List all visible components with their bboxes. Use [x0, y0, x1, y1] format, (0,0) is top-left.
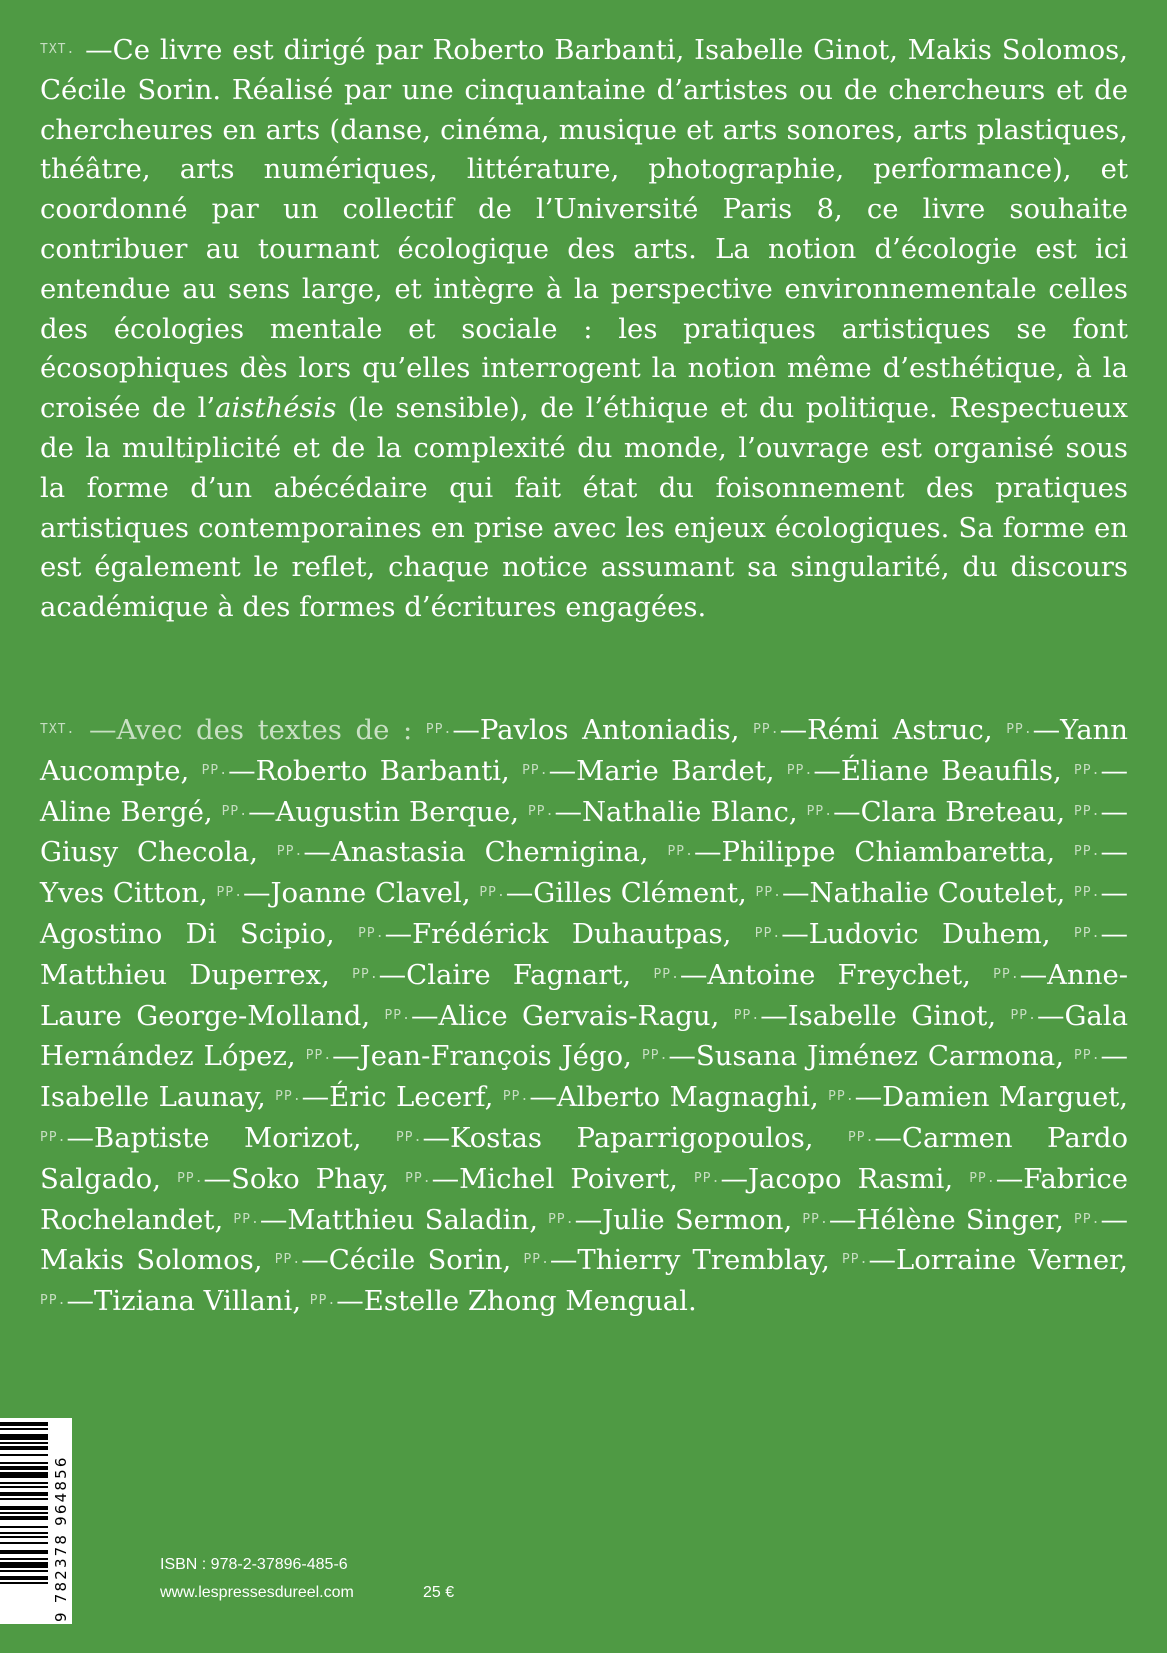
contributor-name: Alice Gervais-Ragu [438, 999, 711, 1032]
person-marker: PP. [1010, 1007, 1037, 1023]
person-marker: PP. [753, 722, 780, 737]
person-marker: PP. [548, 1211, 575, 1227]
contributor-name: Fabrice Rochelandet [40, 1162, 1129, 1236]
contributor-name: Soko Phay [231, 1162, 381, 1195]
person-marker: PP. [733, 1007, 761, 1023]
contributor-name: Matthieu Duperrex [40, 958, 322, 991]
em-dash: — [1100, 836, 1129, 869]
person-marker: PP. [1074, 803, 1101, 819]
contributors-list: $^{TXT.}$ —Avec des textes de : $^{PP.}$—Pavlos Antoniadis, $^{PP.}$—Rémi Astruc, $^{PP.}$—Yann Aucompte, $^{PP.}$—Roberto Barbanti, $^{PP.}$—Marie Bardet, $^{PP.}$—Éliane Beaufils, $^{PP.}$—Aline Bergé, $^{PP.}$—Augustin Berque, $^{PP.}$—Nathalie Blanc, $^{PP.}$—Clara Breteau, $^{PP.}$—Giusy Checola, $^{PP.}$—Anastasia Chernigina, $^{PP.}$—Philippe Chiambaretta, $^{PP.}$—Yves Citton, $^{PP.}$—Joanne Clavel, $^{PP.}$—Gilles Clément, $^{PP.}$—Nathalie Coutelet, $^{PP.}$—Agostino Di Scipio, $^{PP.}$—Frédérick Duhautpas, $^{PP.}$—Ludovic Duhem, $^{PP.}$—Matthieu Duperrex, $^{PP.}$—Claire Fagnart, $^{PP.}$—Antoine Freychet, $^{PP.}$—Anne-Laure George-Molland, $^{PP.}$—Alice Gervais-Ragu, $^{PP.}$—Isabelle Ginot, $^{PP.}$—Gala Hernández López, $^{PP.}$—Jean-François Jégo, $^{PP.}$—Susana Jiménez Carmona, $^{PP.}$—Isabelle Launay, $^{PP.}$—Éric Lecerf, $^{PP.}$—Alberto Magnaghi, $^{PP.}$—Damien Marguet, $^{PP.}$—Baptiste Morizot, $^{PP.}$—Kostas Paparrigopoulos, $^{PP.}$—Carmen Pardo Salgado, $^{PP.}$—Soko Phay, $^{PP.}$—Michel Poivert, $^{PP.}$—Jacopo Rasmi, $^{PP.}$—Fabrice Rochelandet, $^{PP.}$—Matthieu Saladin, $^{PP.}$—Julie Sermon, $^{PP.}$—Hélène Singer, $^{PP.}$—Makis Solomos, $^{PP.}$—Cécile Sorin, $^{PP.}$—Thierry Tremblay, $^{PP.}$—Lorraine Verner, $^{PP.}$—Tiziana Villani, $^{PP.}$—Estelle Zhong Mengual. [40, 714, 1129, 1318]
barcode [0, 1418, 72, 1624]
person-marker: PP. [358, 925, 385, 941]
em-dash: — [1100, 917, 1128, 950]
person-marker: PP. [1074, 925, 1101, 941]
em-dash: — [410, 999, 439, 1032]
contributor-name: Isabelle Launay [40, 1081, 257, 1114]
person-marker: PP. [667, 844, 694, 860]
contributor-name: Aline Bergé [40, 795, 204, 828]
person-marker: PP. [405, 1170, 432, 1186]
em-dash: — [574, 1203, 603, 1236]
em-dash: — [301, 1081, 330, 1114]
em-dash: — [833, 795, 861, 828]
contributor-name: Philippe Chiambaretta [721, 836, 1047, 869]
em-dash: — [868, 1244, 896, 1277]
person-marker: PP. [274, 1252, 302, 1268]
person-marker: PP. [40, 1293, 67, 1309]
contributor-name: Rémi Astruc [807, 714, 984, 746]
contributor-name: Hélène Singer [856, 1203, 1056, 1236]
em-dash: — [813, 754, 841, 787]
contributor-name: Claire Fagnart [406, 958, 623, 991]
em-dash: — [336, 1285, 364, 1318]
contributor-name: Frédérick Duhautpas [412, 917, 723, 950]
em-dash: — [203, 1162, 232, 1195]
em-dash: — [1036, 999, 1065, 1032]
em-dash: — [828, 1203, 857, 1236]
em-dash: — [452, 714, 480, 746]
em-dash: — [720, 1162, 748, 1195]
contributor-name: Pavlos Antoniadis [479, 714, 731, 746]
person-marker: PP. [221, 803, 249, 819]
em-dash: — [1100, 1203, 1128, 1236]
person-marker: PP. [502, 1089, 530, 1105]
person-marker: PP. [201, 762, 229, 778]
contributor-name: Julie Sermon [602, 1203, 784, 1236]
em-dash: — [1100, 754, 1128, 787]
person-marker: PP. [802, 1211, 829, 1227]
em-dash: — [781, 917, 809, 950]
person-marker: PP. [828, 1089, 855, 1105]
person-marker: PP. [275, 1089, 302, 1105]
person-marker: PP. [40, 1129, 67, 1145]
em-dash: — [431, 1162, 460, 1195]
em-dash: — [422, 1121, 450, 1154]
price: 25 € [423, 1584, 455, 1601]
person-marker: PP. [276, 844, 304, 860]
contributor-name: Clara Breteau [860, 795, 1057, 828]
contributor-name: Damien Marguet [882, 1081, 1120, 1114]
person-marker: PP. [425, 722, 453, 737]
em-dash: — [248, 795, 276, 828]
em-dash: — [378, 958, 407, 991]
contributor-name: Matthieu Saladin [287, 1203, 530, 1236]
contributor-name: Roberto Barbanti [255, 754, 502, 787]
em-dash: — [505, 877, 534, 910]
em-dash: — [995, 1162, 1024, 1195]
person-marker: PP. [969, 1170, 996, 1186]
contributor-name: Alberto Magnaghi [556, 1081, 810, 1114]
em-dash: — [332, 1040, 360, 1073]
contributors-intro: Avec des textes de : [116, 714, 413, 746]
contributor-name: Marie Bardet [576, 754, 766, 787]
contributor-name: Éliane Beaufils [840, 754, 1053, 787]
contributor-name: Carmen Pardo Salgado [40, 1121, 1129, 1195]
text-marker: TXT. [40, 722, 76, 737]
person-marker: PP. [1006, 722, 1033, 737]
person-marker: PP. [641, 1048, 669, 1064]
person-marker: PP. [309, 1293, 337, 1309]
contributor-name: Michel Poivert [459, 1162, 670, 1195]
contributor-name: Kostas Paparrigopoulos [449, 1121, 805, 1154]
text-marker: TXT. [40, 42, 76, 57]
em-dash: — [1032, 714, 1061, 746]
contributor-name: Anne-Laure George-Molland [40, 958, 1129, 1032]
person-marker: PP. [384, 1007, 411, 1023]
em-dash: — [782, 877, 810, 910]
em-dash: — [301, 1244, 329, 1277]
em-dash: — [1019, 958, 1048, 991]
person-marker: PP. [395, 1129, 423, 1145]
contributor-name: Gilles Clément [533, 877, 739, 910]
contributor-name: Isabelle Ginot [787, 999, 988, 1032]
em-dash: — [529, 1081, 557, 1114]
person-marker: PP. [305, 1048, 333, 1064]
isbn: ISBN : 978-2-37896-485-6 [160, 1556, 348, 1573]
person-marker: PP. [1074, 1211, 1101, 1227]
person-marker: PP. [653, 966, 680, 982]
person-marker: PP. [233, 1211, 260, 1227]
contributor-name: Estelle Zhong Mengual [363, 1285, 688, 1318]
em-dash: — [243, 877, 271, 910]
contributor-name: Augustin Berque [275, 795, 511, 828]
book-description [40, 30, 1128, 628]
website-link[interactable]: www.lespressesdureel.com [160, 1584, 354, 1601]
description-part-2: (le sensible), de l’éthique et du politique. Respectueux de la multiplicité et de la complexité du monde, l’ouvrage est organisé sous la forme d’un abécédaire qui fait état du foisonnement des pratiques artistiques contemporaines en prise avec les enjeux écologiques. Sa forme en est également le reflet, chaque notice assumant sa singularité, du discours académique à des formes d’écritures engagées. [40, 392, 1128, 624]
person-marker: PP. [993, 966, 1020, 982]
person-marker: PP. [527, 803, 555, 819]
em-dash: — [1100, 877, 1128, 910]
em-dash: — [854, 1081, 883, 1114]
contributor-name: Éric Lecerf [329, 1081, 485, 1114]
em-dash: — [66, 1121, 94, 1154]
contributor-name: Yves Citton [40, 877, 200, 910]
em-dash: — [548, 754, 577, 787]
em-dash: — [303, 836, 331, 869]
contributor-name: Makis Solomos [40, 1244, 254, 1277]
contributor-name: Ludovic Duhem [808, 917, 1042, 950]
person-marker: PP. [523, 1252, 550, 1268]
person-marker: PP. [1074, 844, 1101, 860]
em-dash: — [760, 999, 788, 1032]
contributor-name: Baptiste Morizot [93, 1121, 353, 1154]
em-dash: — [85, 34, 113, 66]
person-marker: PP. [841, 1252, 869, 1268]
person-marker: PP. [1074, 762, 1101, 778]
contributor-name: Giusy Checola [40, 836, 250, 869]
em-dash: — [1100, 795, 1129, 828]
person-marker: PP. [806, 803, 834, 819]
em-dash: — [668, 1040, 696, 1073]
person-marker: PP. [479, 885, 506, 901]
person-marker: PP. [1074, 1048, 1101, 1064]
em-dash: — [1100, 1040, 1129, 1073]
person-marker: PP. [755, 885, 783, 901]
contributor-name: Gala Hernández López [40, 999, 1129, 1073]
contributor-name: Jacopo Rasmi [747, 1162, 945, 1195]
em-dash: — [228, 754, 256, 787]
em-dash: — [66, 1285, 94, 1318]
person-marker: PP. [522, 762, 549, 778]
em-dash: — [779, 714, 808, 746]
em-dash: — [384, 917, 413, 950]
contributor-name: Joanne Clavel [270, 877, 462, 910]
em-dash: — [693, 836, 722, 869]
contributor-name: Yann Aucompte [40, 714, 1129, 787]
description-italic-term: aisthésis [215, 392, 337, 425]
contributor-name: Agostino Di Scipio [40, 917, 326, 950]
person-marker: PP. [786, 762, 814, 778]
contributor-name: Anastasia Chernigina [330, 836, 640, 869]
contributor-name: Jean-François Jégo [359, 1040, 624, 1073]
contributor-name: Lorraine Verner [895, 1244, 1120, 1277]
contributor-name: Nathalie Blanc [581, 795, 789, 828]
barcode-digits: 9 782378 964856 [52, 1455, 70, 1622]
em-dash: — [679, 958, 708, 991]
person-marker: PP. [177, 1170, 204, 1186]
contributor-name: Antoine Freychet [707, 958, 963, 991]
contributor-name: Tiziana Villani [93, 1285, 293, 1318]
person-marker: PP. [847, 1129, 875, 1145]
contributor-name: Susana Jiménez Carmona [695, 1040, 1056, 1073]
em-dash: — [874, 1121, 902, 1154]
em-dash: — [549, 1244, 578, 1277]
contributor-name: Cécile Sorin [328, 1244, 503, 1277]
person-marker: PP. [216, 885, 244, 901]
person-marker: PP. [352, 966, 379, 982]
em-dash: — [554, 795, 582, 828]
person-marker: PP. [693, 1170, 721, 1186]
contributor-name: Nathalie Coutelet [809, 877, 1057, 910]
description-part-1: Ce livre est dirigé par Roberto Barbanti, Isabelle Ginot, Makis Solomos, Cécile Sorin. Réalisé par une cinquantaine d’artistes ou de chercheurs et de chercheures en arts (danse, cinéma, musique et arts sonores, arts plastiques, théâtre, arts numériques, littérature, photographie, performance), et coordonné par un collectif de l’Université Paris 8, ce livre souhaite contribuer au tournant écologique des arts. La notion d’écologie est ici entendue au sens large, et intègre à la perspective environnementale celles des écologies mentale et sociale : les pratiques artistiques se font écosophiques dès lors qu’elles interrogent la notion même d’esthétique, à la croisée de l’ [40, 34, 1128, 425]
person-marker: PP. [754, 925, 782, 941]
person-marker: PP. [1074, 885, 1101, 901]
contributor-name: Thierry Tremblay [577, 1244, 822, 1277]
em-dash: — [88, 714, 117, 746]
em-dash: — [259, 1203, 288, 1236]
